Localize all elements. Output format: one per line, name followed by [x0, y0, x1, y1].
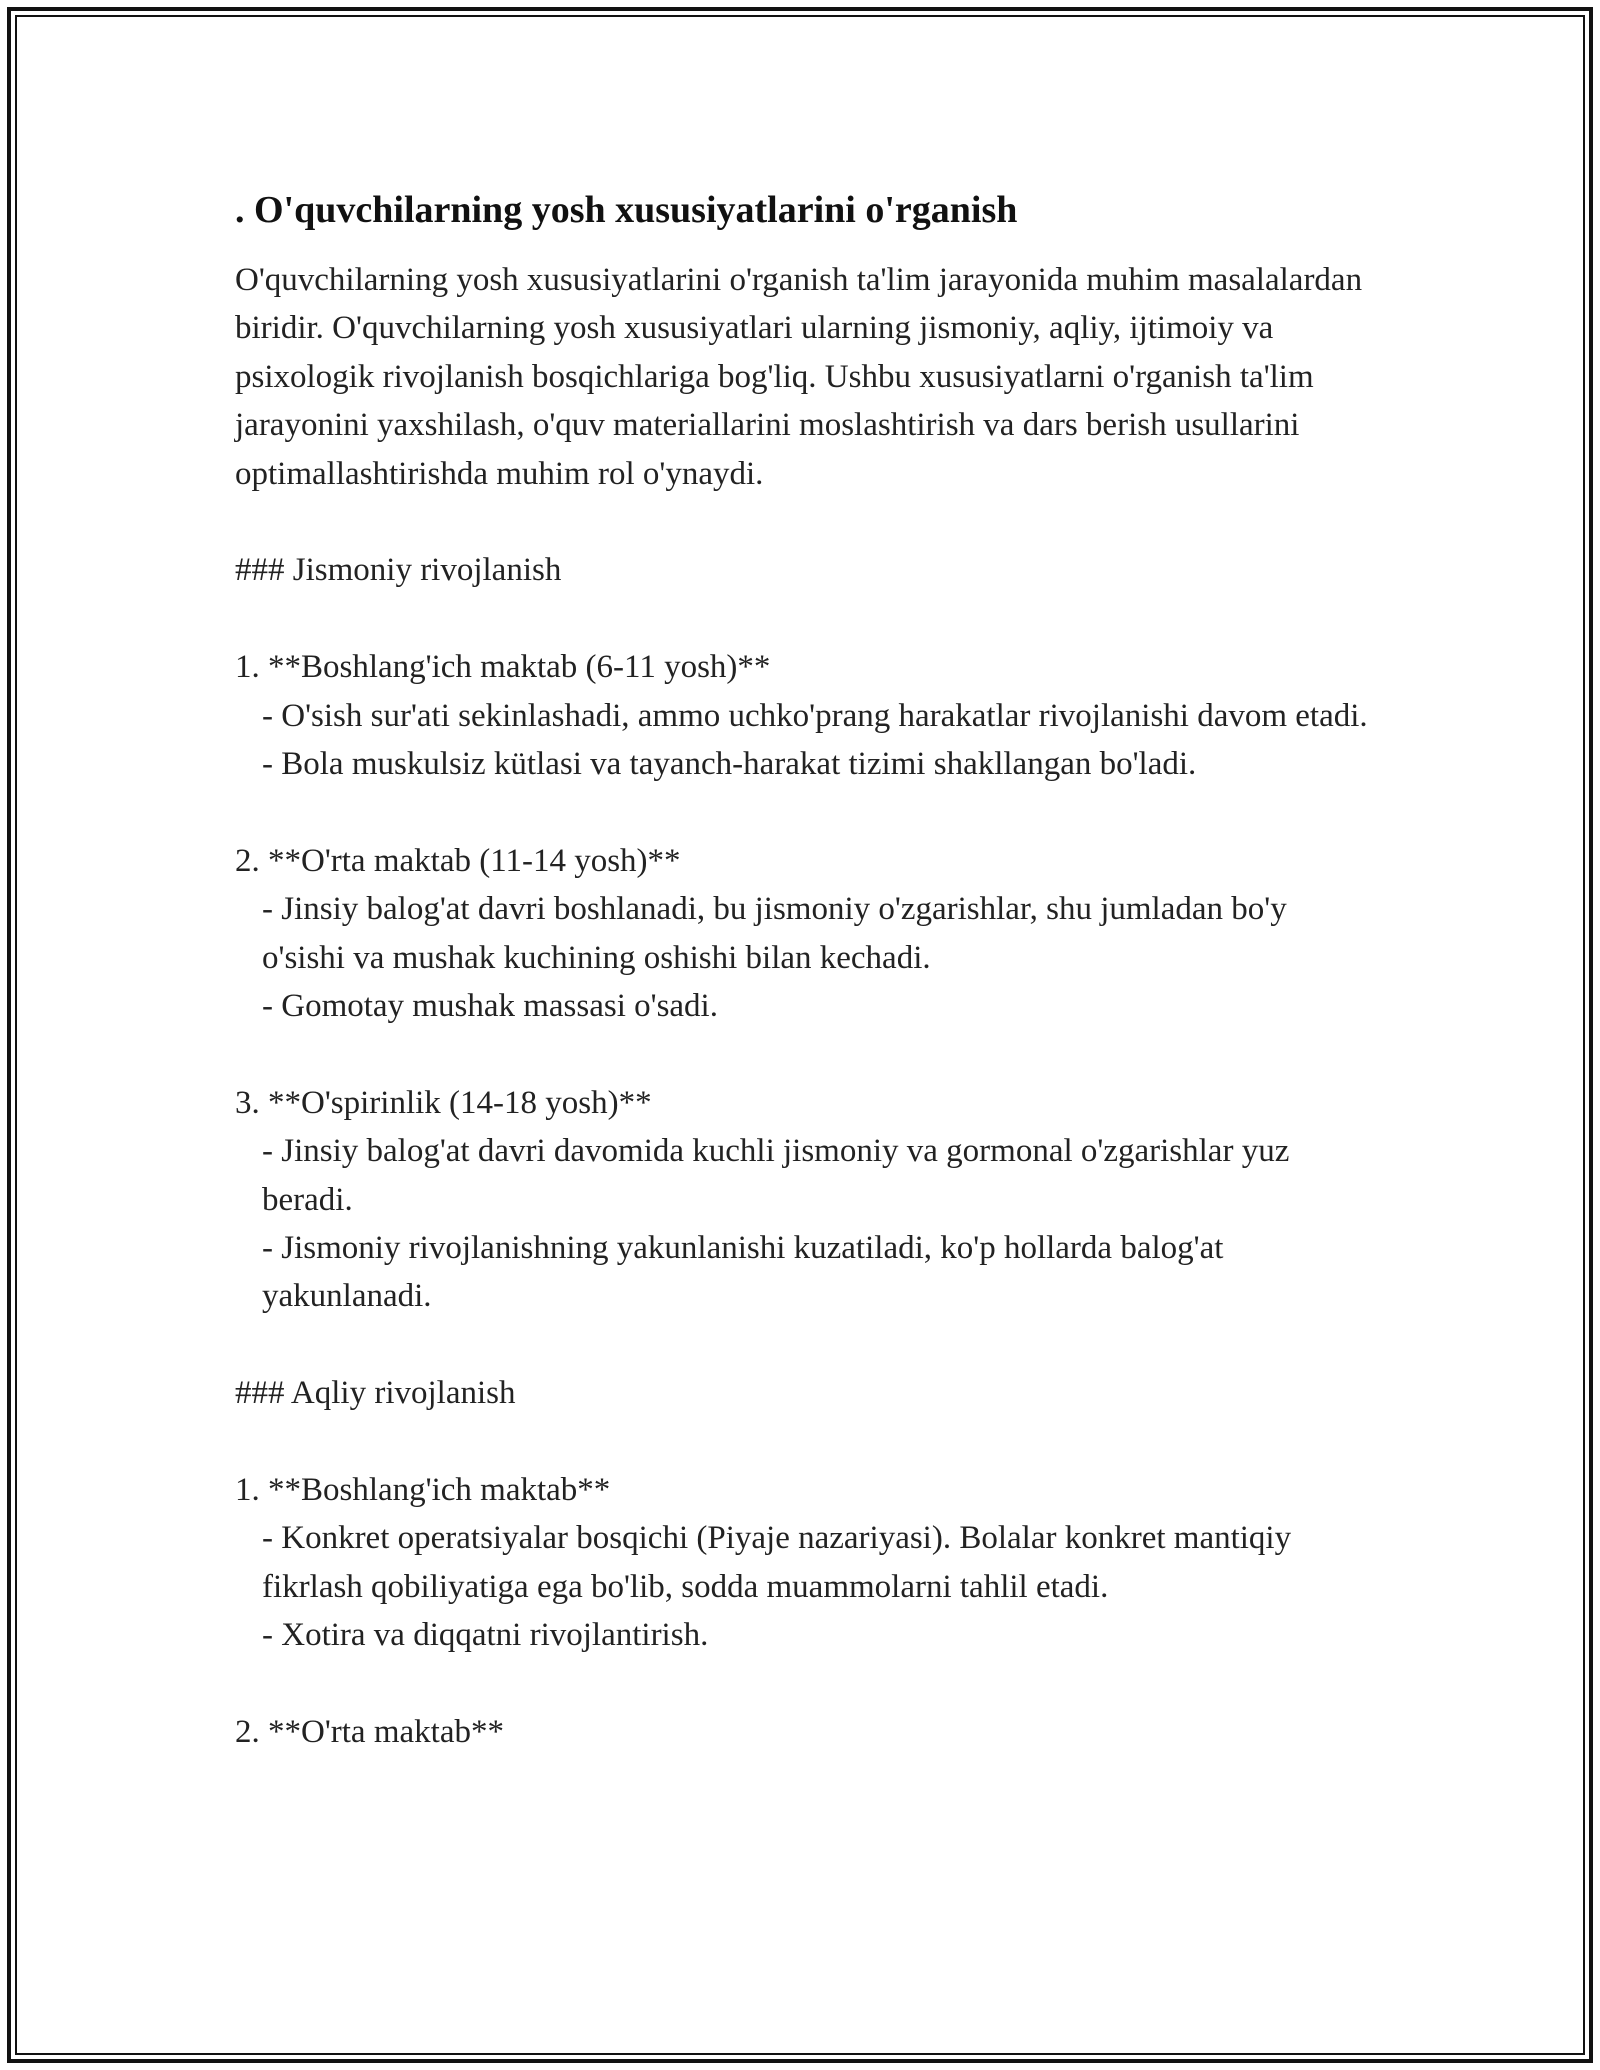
list-item-label: 2. **O'rta maktab (11-14 yosh)** — [235, 842, 681, 879]
spacer — [235, 1030, 1375, 1078]
list-item-label: 2. **O'rta maktab** — [235, 1714, 504, 1751]
intro-paragraph: O'quvchilarning yosh xususiyatlarini o'rganish ta'lim jarayonida muhim masalalardan biridir. O'quvchilarning yosh xususiyatlari ularning jismoniy, aqliy, ijtimoiy va psixologik rivojlanish bosqichlariga bog'liq. Ushbu xususiyatlarni o'rganish ta'lim jarayonini yaxshilash, o'quv materiallarini moslashtirish va dars berish usullarini optimallashtirishda muhim rol o'ynaydi. — [235, 262, 1363, 492]
spacer — [235, 1418, 1375, 1466]
list-item-label: 1. **Boshlang'ich maktab (6-11 yosh)** — [235, 649, 771, 686]
spacer — [235, 1660, 1375, 1708]
list-item — [235, 1708, 1375, 1756]
list-item-label: 1. **Boshlang'ich maktab** — [235, 1472, 611, 1509]
spacer — [235, 788, 1375, 836]
section-heading-physical: ### Jismoniy rivojlanish — [235, 552, 562, 589]
list-bullet: - Bola muskulsiz kütlasi va tayanch-harakat tizimi shakllangan bo'ladi. — [262, 746, 1197, 783]
document-title: . O'quvchilarning yosh xususiyatlarini o'rganish — [235, 189, 1018, 231]
list-bullet: - Konkret operatsiyalar bosqichi (Piyaje nazariyasi). Bolalar konkret mantiqiy fikrlash qobiliyatiga ega bo'lib, sodda muammolarni tahlil etadi. — [262, 1520, 1292, 1605]
section-heading-mental: ### Aqliy rivojlanish — [235, 1375, 516, 1412]
list-bullet: - Gomotay mushak massasi o'sadi. — [262, 988, 718, 1025]
list-bullet: - Jinsiy balog'at davri davomida kuchli jismoniy va gormonal o'zgarishlar yuz beradi. — [262, 1133, 1290, 1218]
list-item — [235, 1466, 1375, 1660]
list-item — [235, 837, 1375, 1031]
list-item-label: 3. **O'spirinlik (14-18 yosh)** — [235, 1084, 652, 1121]
list-item — [235, 1079, 1375, 1321]
spacer — [235, 1321, 1375, 1369]
list-bullet: - Xotira va diqqatni rivojlantirish. — [262, 1617, 709, 1654]
list-bullet: - O'sish sur'ati sekinlashadi, ammo uchko'prang harakatlar rivojlanishi davom etadi. — [262, 697, 1368, 734]
spacer — [235, 595, 1375, 643]
list-item — [235, 643, 1375, 788]
spacer — [235, 498, 1375, 546]
document-body — [235, 186, 1375, 1756]
list-bullet: - Jismoniy rivojlanishning yakunlanishi kuzatiladi, ko'p hollarda balog'at yakunlanadi. — [262, 1230, 1224, 1315]
list-bullet: - Jinsiy balog'at davri boshlanadi, bu jismoniy o'zgarishlar, shu jumladan bo'y o'sishi va mushak kuchining oshishi bilan kechadi. — [262, 891, 1287, 976]
